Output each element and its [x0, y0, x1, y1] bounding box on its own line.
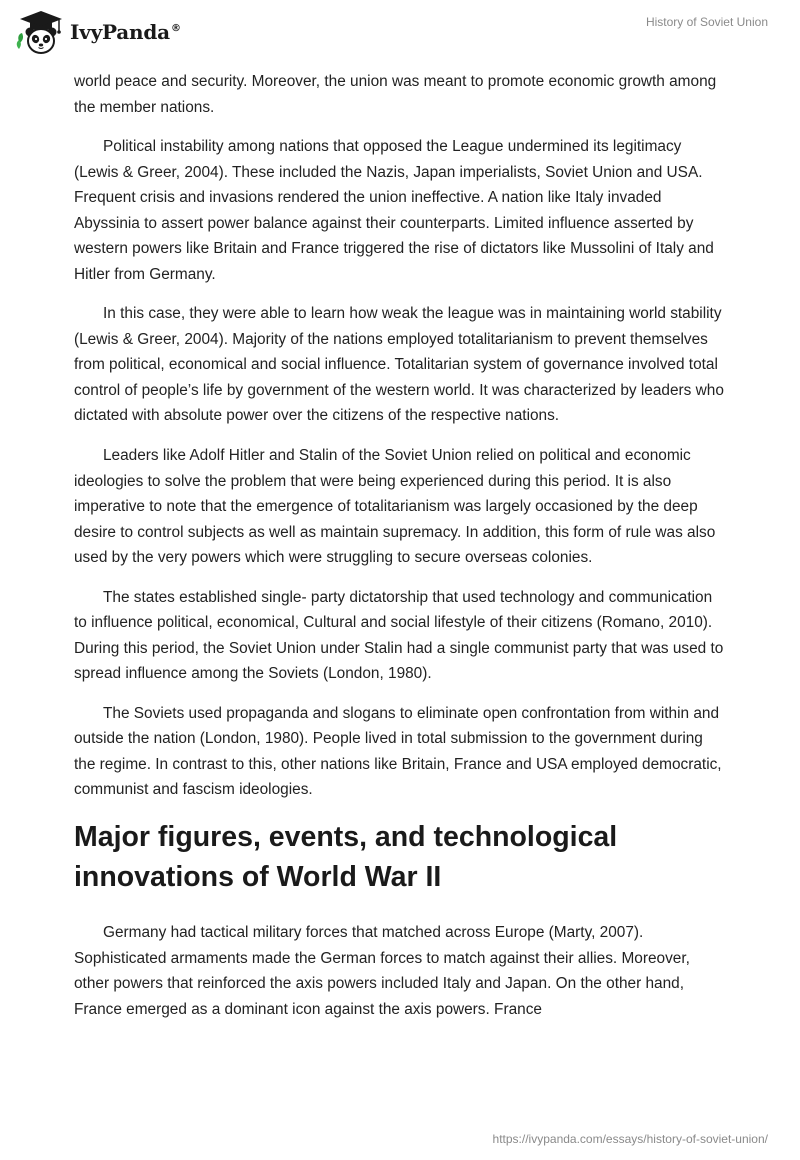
brand-name: IvyPanda® — [70, 20, 181, 44]
paragraph-5: The states established single- party dictatorship that used technology and communication to influence political, economical, Cultural and social lifestyle of their citizens (Romano, 2010). During this period, the Soviet Union under Stalin had a single communist party that was used to spread influence among the Soviets (London, 1980). — [74, 588, 724, 683]
registered-mark: ® — [170, 23, 181, 35]
section-heading: Major figures, events, and technological innovations of World War II — [74, 821, 618, 894]
panda-logo-icon — [16, 9, 66, 55]
document-title: History of Soviet Union — [645, 15, 768, 29]
page-header — [0, 0, 800, 70]
paragraph-4: Leaders like Adolf Hitler and Stalin of the Soviet Union relied on political and economic ideologies to solve the problem that were being experienced during this period. It is also imperative to note that the emergence of totalitarianism was largely occasioned by the deep desire to control subjects as well as maintain supremacy. In addition, this form of rule was also used by the very powers which were struggling to secure overseas colonies. — [74, 447, 716, 567]
essay-content — [74, 69, 726, 1036]
paragraph-1: world peace and security. Moreover, the union was meant to promote economic growth among the member nations. — [74, 73, 717, 116]
ivypanda-logo[interactable] — [16, 9, 181, 55]
paragraph-6: The Soviets used propaganda and slogans to eliminate open confrontation from within and outside the nation (London, 1980). People lived in total submission to the government during the regime. In contrast to this, other nations like Britain, France and USA employed democratic, communist and fascism ideologies. — [74, 704, 722, 799]
paragraph-3: In this case, they were able to learn how weak the league was in maintaining world stability (Lewis & Greer, 2004). Majority of the nations employed totalitarianism to prevent themselves from political, economical and social influence. Totalitarian system of governance involved total control of people’s life by government of the western world. It was characterized by leaders who dictated with absolute power over the citizens of the respective nations. — [74, 305, 724, 425]
paragraph-2: Political instability among nations that opposed the League undermined its legitimacy (Lewis & Greer, 2004). These included the Nazis, Japan imperialists, Soviet Union and USA. Frequent crisis and invasions rendered the union ineffective. A nation like Italy invaded Abyssinia to assert power balance against their counterparts. Limited influence asserted by western powers like Britain and France triggered the rise of dictators like Mussolini of Italy and Hitler from Germany. — [74, 138, 714, 283]
source-url[interactable]: https://ivypanda.com/essays/history-of-soviet-union/ — [492, 1132, 768, 1146]
paragraph-7: Germany had tactical military forces that matched across Europe (Marty, 2007). Sophisticated armaments made the German forces to match against their allies. Moreover, other powers that reinforced the axis powers included Italy and Japan. On the other hand, France emerged as a dominant icon against the axis powers. France — [74, 924, 690, 1018]
